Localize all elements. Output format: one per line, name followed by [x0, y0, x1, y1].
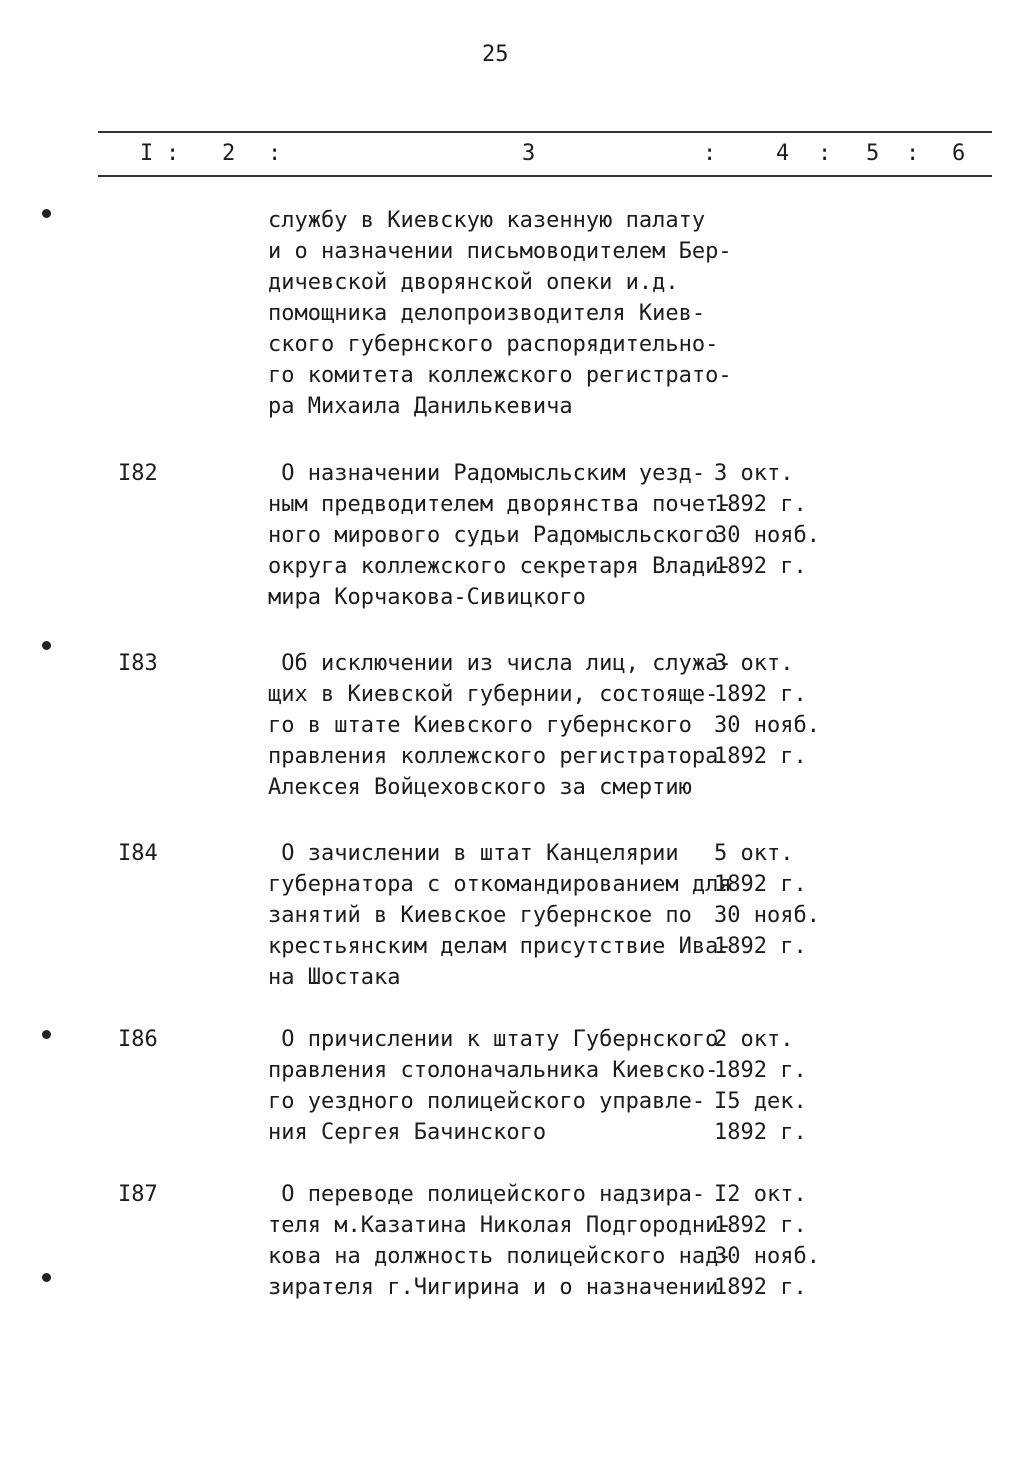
text-line: ным предводителем дворянства почет- — [268, 492, 732, 517]
text-line: занятий в Киевское губернское по — [268, 903, 692, 928]
text-line: Алексея Войцеховского за смертию — [268, 775, 692, 800]
text-line: О причислении к штату Губернского — [268, 1027, 719, 1052]
start-date: 3 окт. — [714, 461, 794, 486]
text-line: правления коллежского регистратора — [268, 744, 719, 769]
entry-description — [268, 1024, 718, 1148]
end-year: 1892 г. — [714, 934, 807, 959]
end-date: I5 дек. — [714, 1089, 807, 1114]
entry-number: I82 — [118, 461, 158, 486]
text-line: правления столоначальника Киевско- — [268, 1058, 719, 1083]
header-top-rule — [98, 131, 992, 133]
end-date: 30 нояб. — [714, 903, 820, 928]
entry-dates — [714, 1179, 834, 1303]
punch-hole — [42, 641, 51, 650]
text-line: го в штате Киевского губернского — [268, 713, 692, 738]
text-line: теля м.Казатина Николая Подгородни- — [268, 1213, 732, 1238]
column-separator: : — [166, 141, 180, 166]
end-date: 30 нояб. — [714, 523, 820, 548]
column-header-3: 3 — [522, 141, 536, 166]
text-line: дичевской дворянской опеки и.д. — [268, 270, 679, 295]
text-line: и о назначении письмоводителем Бер- — [268, 239, 732, 264]
text-line: го комитета коллежского регистрато- — [268, 363, 732, 388]
text-line: Об исключении из числа лиц, служа- — [268, 651, 732, 676]
entry-dates — [714, 648, 834, 772]
text-line: на Шостака — [268, 965, 401, 990]
text-line: губернатора с откомандированием для — [268, 872, 732, 897]
column-header-5: 5 — [866, 141, 880, 166]
text-line: ского губернского распорядительно- — [268, 332, 719, 357]
start-year: 1892 г. — [714, 492, 807, 517]
column-header-6: 6 — [952, 141, 966, 166]
start-year: 1892 г. — [714, 1058, 807, 1083]
start-date: 2 окт. — [714, 1027, 794, 1052]
entry-number: I84 — [118, 841, 158, 866]
text-line: ного мирового судьи Радомысльского — [268, 523, 719, 548]
column-header-2: 2 — [222, 141, 236, 166]
column-header-1: I — [140, 141, 154, 166]
punch-hole — [42, 209, 51, 218]
entry-description — [268, 838, 732, 993]
column-separator: : — [818, 141, 832, 166]
entry-dates — [714, 838, 834, 962]
text-line: го уездного полицейского управле- — [268, 1089, 706, 1114]
text-line: щих в Киевской губернии, состояще- — [268, 682, 719, 707]
text-line: округа коллежского секретаря Влади- — [268, 554, 732, 579]
start-year: 1892 г. — [714, 872, 807, 897]
column-header-4: 4 — [776, 141, 790, 166]
end-year: 1892 г. — [714, 1275, 807, 1300]
entry-description — [268, 648, 732, 803]
entry-description — [268, 1179, 732, 1303]
text-line: помощника делопроизводителя Киев- — [268, 301, 706, 326]
end-year: 1892 г. — [714, 744, 807, 769]
end-year: 1892 г. — [714, 554, 807, 579]
column-separator: : — [268, 141, 282, 166]
text-line: О назначении Радомысльским уезд- — [268, 461, 706, 486]
text-line: кова на должность полицейского над- — [268, 1244, 732, 1269]
start-year: 1892 г. — [714, 1213, 807, 1238]
text-line: зирателя г.Чигирина и о назначении — [268, 1275, 719, 1300]
start-year: 1892 г. — [714, 682, 807, 707]
entry-dates — [714, 458, 834, 582]
end-year: 1892 г. — [714, 1120, 807, 1145]
continued-description — [268, 205, 732, 422]
column-separator: : — [703, 141, 717, 166]
punch-hole — [42, 1030, 51, 1039]
text-line: крестьянским делам присутствие Ива- — [268, 934, 732, 959]
end-date: 30 нояб. — [714, 713, 820, 738]
text-line: службу в Киевскую казенную палату — [268, 208, 706, 233]
entry-description — [268, 458, 732, 613]
entry-number: I87 — [118, 1182, 158, 1207]
entry-number: I83 — [118, 651, 158, 676]
text-line: ния Сергея Бачинского — [268, 1120, 547, 1145]
text-line: О зачислении в штат Канцелярии — [268, 841, 679, 866]
text-line: ра Михаила Данилькевича — [268, 394, 573, 419]
entry-dates — [714, 1024, 834, 1148]
text-line: О переводе полицейского надзира- — [268, 1182, 706, 1207]
entry-number: I86 — [118, 1027, 158, 1052]
punch-hole — [42, 1273, 51, 1282]
end-date: 30 нояб. — [714, 1244, 820, 1269]
text-line: мира Корчакова-Сивицкого — [268, 585, 586, 610]
column-separator: : — [906, 141, 920, 166]
start-date: 3 окт. — [714, 651, 794, 676]
start-date: I2 окт. — [714, 1182, 807, 1207]
header-bottom-rule — [98, 175, 992, 177]
start-date: 5 окт. — [714, 841, 794, 866]
page-number: 25 — [482, 42, 509, 67]
